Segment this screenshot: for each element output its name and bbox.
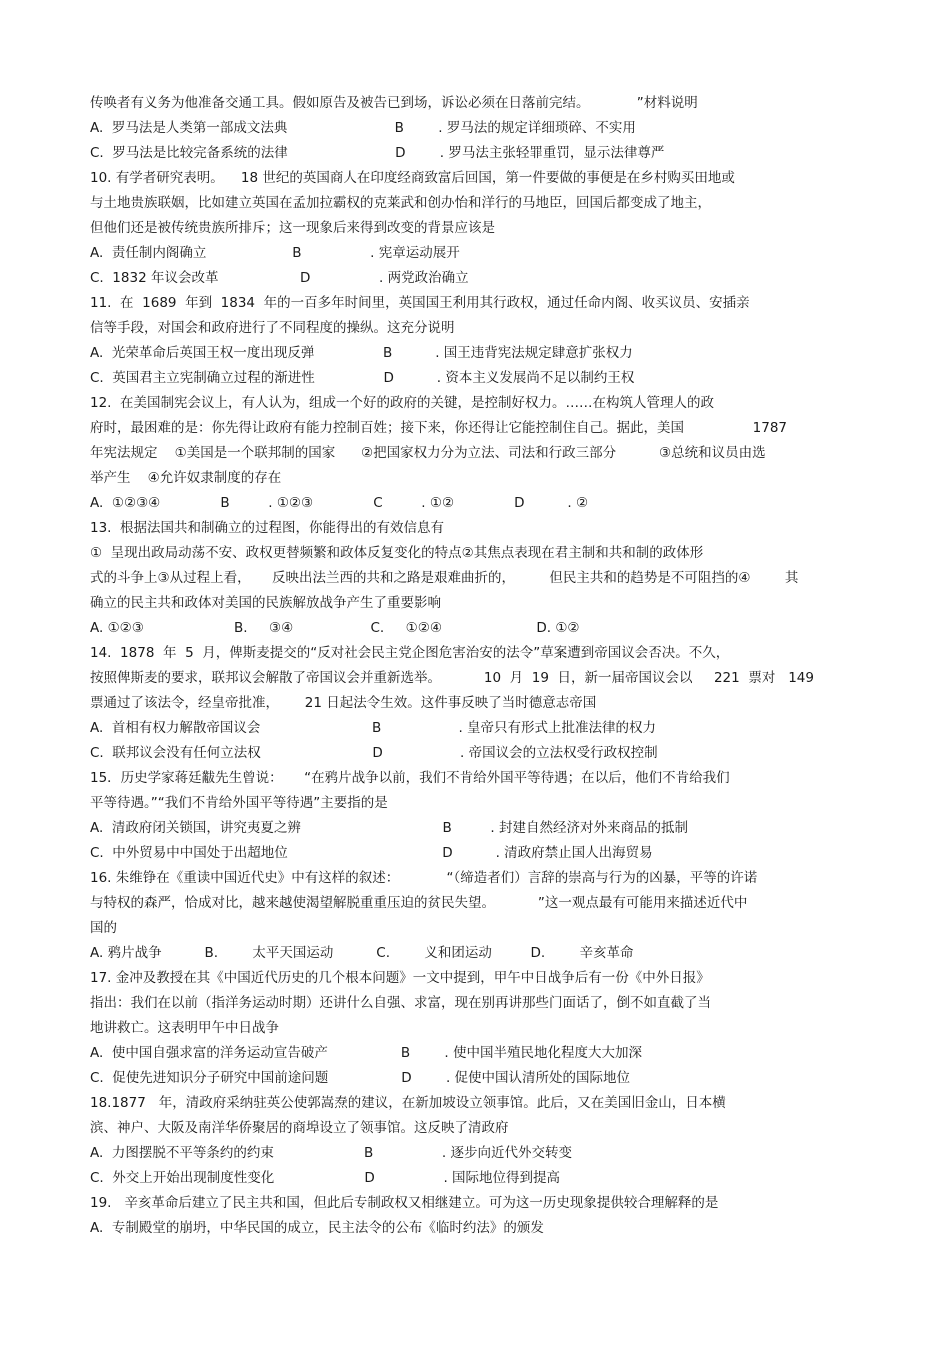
text-line: 年宪法规定 ①美国是一个联邦制的国家 ②把国家权力分为立法、司法和行政三部分 ③总统和议员由选 <box>90 445 766 461</box>
text-line: C. 罗马法是比较完备系统的法律 D . 罗马法主张轻罪重罚，显示法律尊严 <box>90 145 665 161</box>
text-line: 举产生 ④允许奴隶制度的存在 <box>90 470 282 486</box>
text-line: C. 促使先进知识分子研究中国前途问题 D . 促使中国认清所处的国际地位 <box>90 1070 631 1086</box>
text-line: 指出：我们在以前（指洋务运动时期）还讲什么自强、求富，现在别再讲那些门面话了，倒不如直截了当 <box>90 995 711 1011</box>
text-line: 府时，最困难的是：你先得让政府有能力控制百姓；接下来，你还得让它能控制住自己。据此，美国 1787 <box>90 420 788 436</box>
text-line: A. 光荣革命后英国王权一度出现反弹 B . 国王违背宪法规定肆意扩张权力 <box>90 345 633 361</box>
text-line: A. 鸦片战争 B. 太平天国运动 C. 义和团运动 D. 辛亥革命 <box>90 945 634 961</box>
text-line: 传唤者有义务为他准备交通工具。假如原告及被告已到场，诉讼必须在日落前完结。 ”材料说明 <box>90 95 698 111</box>
question-11: 11. 在 1689 年到 1834 年的一百多年时间里，英国国王利用其行政权，通过任命内阁、收买议员、安插亲 <box>90 295 750 311</box>
text-line: ① 呈现出政局动荡不安、政权更替频繁和政体反复变化的特点②其焦点表现在君主制和共和制的政体形 <box>90 545 704 561</box>
text-line: 与特权的森严，恰成对比，越来越使渴望解脱重重压迫的贫民失望。 ”这一观点最有可能用来描述近代中 <box>90 895 748 911</box>
text-line: C. 联邦议会没有任何立法权 D . 帝国议会的立法权受行政权控制 <box>90 745 658 761</box>
text-line: A. 罗马法是人类第一部成文法典 B . 罗马法的规定详细琐碎、不实用 <box>90 120 636 136</box>
text-line: 确立的民主共和政体对美国的民族解放战争产生了重要影响 <box>90 595 441 611</box>
question-15: 15．历史学家蒋廷黻先生曾说： “在鸦片战争以前，我们不肯给外国平等待遇；在以后，他们不肯给我们 <box>90 770 730 786</box>
question-14: 14. 1878 年 5 月，俾斯麦提交的“反对社会民主党企图危害治安的法令”草案遭到帝国议会否决。不久， <box>90 645 730 661</box>
text-line: 票通过了该法令，经皇帝批准， 21 日起法令生效。这件事反映了当时德意志帝国 <box>90 695 597 711</box>
question-19: 19. 辛亥革命后建立了民主共和国，但此后专制政权又相继建立。可为这一历史现象提供较合理解释的是 <box>90 1195 719 1211</box>
question-18: 18.1877 年，清政府采纳驻英公使郭嵩焘的建议，在新加坡设立领事馆。此后，又在美国旧金山，日本横 <box>90 1095 726 1111</box>
question-16: 16. 朱维铮在《重读中国近代史》中有这样的叙述： “（缔造者们）言辞的崇高与行为的凶暴，平等的许诺 <box>90 870 758 886</box>
text-line: A. 清政府闭关锁国，讲究夷夏之辨 B . 封建自然经济对外来商品的抵制 <box>90 820 688 836</box>
text-line: 地讲救亡。这表明甲午中日战争 <box>90 1020 279 1036</box>
text-line: 国的 <box>90 920 117 936</box>
text-line: 式的斗争上③从过程上看， 反映出法兰西的共和之路是艰难曲折的， 但民主共和的趋势是不可阻挡的④ 其 <box>90 570 799 586</box>
text-line: 但他们还是被传统贵族所排斥；这一现象后来得到改变的背景应该是 <box>90 220 495 236</box>
text-line: A. 首相有权力解散帝国议会 B . 皇帝只有形式上批准法律的权力 <box>90 720 657 736</box>
question-10: 10. 有学者研究表明。 18 世纪的英国商人在印度经商致富后回国，第一件要做的事便是在乡村购买田地或 <box>90 170 735 186</box>
text-line: C. 英国君主立宪制确立过程的渐进性 D . 资本主义发展尚不足以制约王权 <box>90 370 635 386</box>
text-line: A. 专制殿堂的崩坍，中华民国的成立，民主法令的公布《临时约法》的颁发 <box>90 1220 544 1236</box>
text-line: C. 1832 年议会改革 D . 两党政治确立 <box>90 270 469 286</box>
text-line: 平等待遇。”“我们不肯给外国平等待遇”主要指的是 <box>90 795 388 811</box>
text-line: A. 力图摆脱不平等条约的约束 B . 逐步向近代外交转变 <box>90 1145 572 1161</box>
question-13: 13. 根据法国共和制确立的过程图，你能得出的有效信息有 <box>90 520 445 536</box>
text-line: A. ①②③④ B . ①②③ C . ①② D . ② <box>90 495 589 511</box>
question-17: 17. 金冲及教授在其《中国近代历史的几个根本问题》一文中提到，甲午中日战争后有一份《中外日报》 <box>90 970 710 986</box>
text-line: C. 中外贸易中中国处于出超地位 D . 清政府禁止国人出海贸易 <box>90 845 653 861</box>
text-line: A. ①②③ B. ③④ C. ①②④ D. ①② <box>90 620 580 636</box>
text-line: 滨、神户、大阪及南洋华侨聚居的商埠设立了领事馆。这反映了清政府 <box>90 1120 509 1136</box>
text-line: 按照俾斯麦的要求，联邦议会解散了帝国议会并重新选举。 10 月 19 日，新一届帝国议会以 221 票对 149 <box>90 670 814 686</box>
question-12: 12. 在美国制宪会议上，有人认为，组成一个好的政府的关键，是控制好权力。……在构筑人管理人的政 <box>90 395 715 411</box>
text-line: A. 责任制内阁确立 B . 宪章运动展开 <box>90 245 460 261</box>
text-line: 信等手段，对国会和政府进行了不同程度的操纵。这充分说明 <box>90 320 455 336</box>
text-line: A. 使中国自强求富的洋务运动宣告破产 B . 使中国半殖民地化程度大大加深 <box>90 1045 642 1061</box>
text-line: 与土地贵族联姻，比如建立英国在孟加拉霸权的克莱武和创办怡和洋行的马地臣，回国后都变成了地主， <box>90 195 711 211</box>
text-line: C. 外交上开始出现制度性变化 D . 国际地位得到提高 <box>90 1170 561 1186</box>
